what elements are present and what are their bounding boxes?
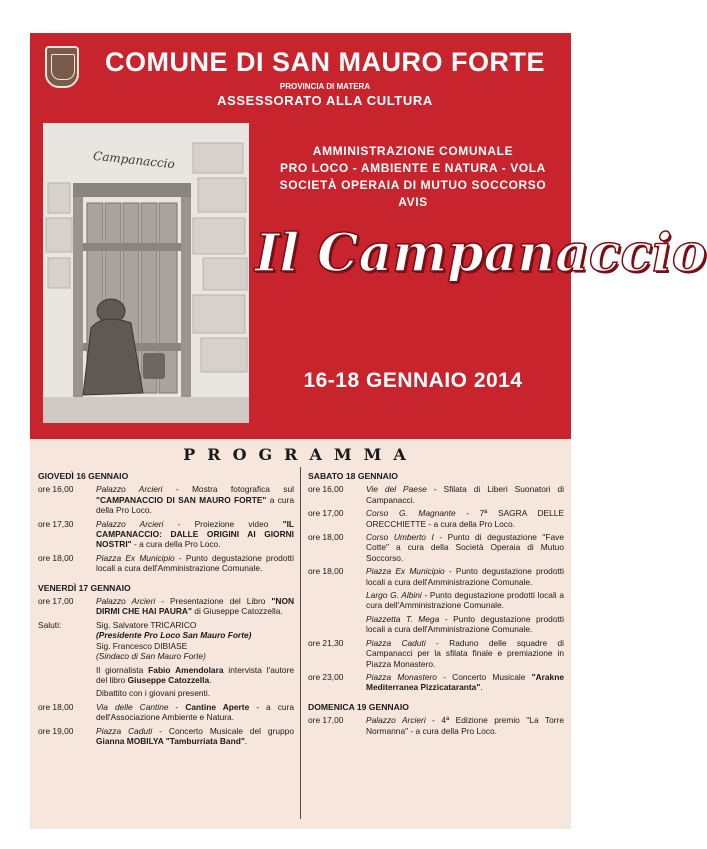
saluti-entry [38,620,294,662]
entry-description: Corso Umberto I - Punto di degustazione "Fave Cotte" a cura della Società Operaia di Mutuo Soccorso. [366,532,564,563]
entry-description: Piazza Ex Municipio - Punto degustazione prodotti locali a cura dell'Amministrazione Comunale. [96,552,294,574]
province-subtitle: PROVINCIA DI MATERA [279,82,371,91]
program-entry [308,566,564,587]
entry-time: ore 17,30 [38,518,74,529]
entry-description: Piazza Caduti - Concerto Musicale del gruppo Gianna MOBILYA "Tamburriata Band". [96,725,294,746]
program-entry [38,726,294,747]
event-dates: 16-18 GENNAIO 2014 [303,369,523,392]
program-entry [38,484,294,515]
entry-description: Corso G. Magnante - 7ª SAGRA DELLE ORECCHIETTE - a cura della Pro Loco. [366,508,564,529]
entry-description: Piazzetta T. Mega - Punto degustazione prodotti locali a cura dell'Amministrazione Comunale. [366,613,564,635]
poster [30,33,707,829]
program-entry [38,553,294,574]
program-entry [308,638,564,669]
organizer-line-4: AVIS [398,195,428,209]
entry-time: ore 21,30 [308,637,344,648]
office-subtitle: ASSESSORATO ALLA CULTURA [217,93,433,108]
program-entry [308,614,564,635]
header-banner [30,33,707,439]
entry-description: Via delle Cantine - Cantine Aperte - a cura dell'Associazione Ambiente e Natura. [96,701,294,723]
program-entry [38,519,294,550]
day-heading: DOMENICA 19 GENNAIO [308,701,409,712]
municipality-title: COMUNE DI SAN MAURO FORTE [105,47,545,77]
entry-time: ore 17,00 [308,715,344,726]
program-entry [38,702,294,723]
program-right-column [308,471,564,739]
debate-entry [38,688,294,698]
entry-time: ore 18,00 [38,701,74,712]
program-entry [308,532,564,563]
program-entry [308,484,564,505]
entry-description: Palazzo Arcieri - 4ª Edizione premio "La Torre Normanna" - a cura della Pro Loco. [366,715,564,736]
entry-time [308,590,366,611]
program-entry [308,508,564,529]
day-heading: SABATO 18 GENNAIO [308,471,398,481]
day-heading: VENERDÌ 17 GENNAIO [38,582,131,593]
program-entry [308,715,564,736]
event-title: Il Campanaccio [255,223,707,284]
program-title: PROGRAMMA [183,445,418,464]
entry-time: ore 23,00 [308,671,344,682]
program-section [30,439,571,829]
artwork-caption: Campanaccio [92,148,176,172]
entry-time [308,614,366,635]
interview-description: Il giornalista Fabio Amendolara intervista l'autore del libro Giuseppe Catozzella. [96,664,295,685]
entry-description: Palazzo Arcieri - Proiezione video "IL CAMPANACCIO: DALLE ORIGINI AI GIORNI NOSTRI" - a cura della Pro Loco. [96,518,295,550]
entry-description: Palazzo Arcieri - Mostra fotografica sul "CAMPANACCIO DI SAN MAURO FORTE" a cura della Pro Loco. [96,484,294,516]
program-left-column [38,471,294,749]
debate-description: Dibattito con i giovani presenti. [96,688,211,699]
day-heading: GIOVEDÌ 16 GENNAIO [38,471,129,481]
entry-description: Piazza Ex Municipio - Punto degustazione prodotti locali a cura dell'Amministrazione Comunale. [366,566,564,587]
program-entry [308,672,564,693]
entry-time: ore 17,00 [38,596,74,607]
entry-description: Palazzo Arcieri - Presentazione del Libro "NON DIRMI CHE HAI PAURA" di Giuseppe Catozzella. [96,596,295,617]
entry-description: Piazza Caduti - Raduno delle squadre di Campanacci per la sfilata finale e premiazione in Piazza Monastero. [366,637,564,669]
entry-time: ore 16,00 [308,484,344,495]
organizer-line-1: AMMINISTRAZIONE COMUNALE [312,144,514,158]
program-entry [308,590,564,611]
entry-time: ore 18,00 [308,532,344,543]
entry-time: ore 18,00 [38,552,74,563]
entry-description: Piazza Monastero - Concerto Musicale "Arakne Mediterranea Pizzicataranta". [366,671,564,693]
entry-time: ore 18,00 [308,566,344,577]
entry-time: ore 19,00 [38,725,74,736]
organizer-line-2: PRO LOCO - AMBIENTE E NATURA - VOLA [280,161,546,175]
saluti-description: Sig. Salvatore TRICARICO (Presidente Pro Loco San Mauro Forte) Sig. Francesco DIBIASE (Sindaco di San Mauro Forte) [96,619,252,662]
program-entry [38,596,294,617]
entry-description: Vie del Paese - Sfilata di Liberi Suonatori di Campanacci. [366,484,564,505]
entry-description: Largo G. Albini - Punto degustazione prodotti locali a cura dell'Amministrazione Comunale. [366,590,564,611]
coat-of-arms-icon [45,46,79,88]
saluti-label: Saluti: [38,619,62,630]
interview-entry [38,665,294,686]
column-divider [300,467,301,819]
artwork-illustration [43,123,249,423]
entry-time: ore 16,00 [38,484,74,495]
organizer-line-3: SOCIETÀ OPERAIA DI MUTUO SOCCORSO [279,178,547,192]
entry-time: ore 17,00 [308,508,344,519]
